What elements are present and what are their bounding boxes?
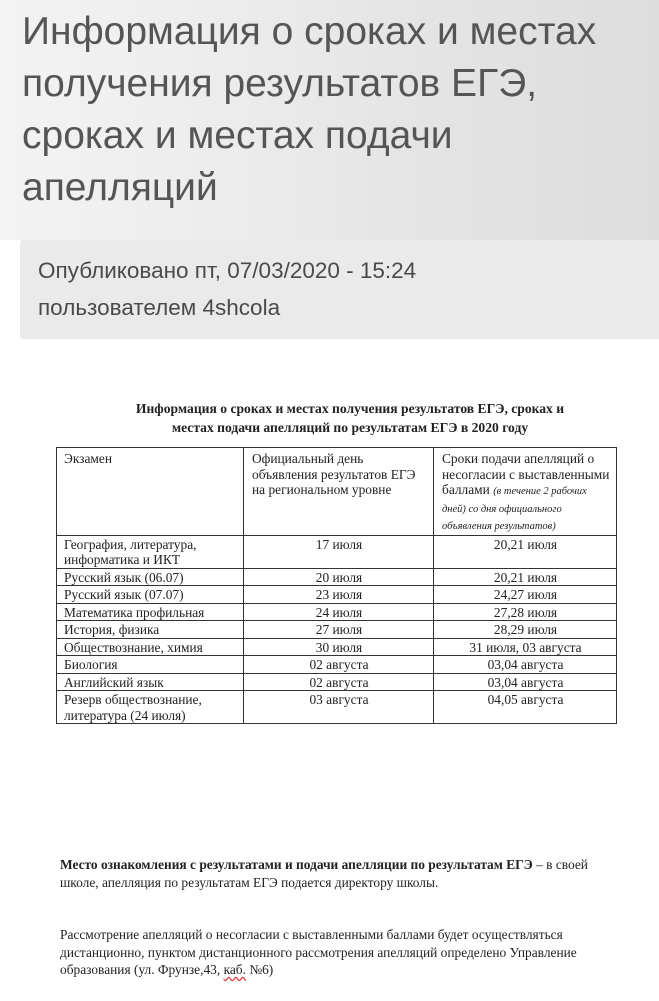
row-official-day: 23 июля bbox=[244, 586, 434, 604]
table-row bbox=[57, 568, 617, 586]
table-row bbox=[57, 621, 617, 639]
row-exam: Русский язык (06.07) bbox=[57, 568, 244, 586]
document-title-line-1: Информация о сроках и местах получения результатов ЕГЭ, сроках и bbox=[135, 401, 565, 416]
row-appeal-deadline: 31 июля, 03 августа bbox=[434, 638, 617, 656]
row-exam: Резерв обществознание, литература (24 июля) bbox=[57, 691, 244, 724]
row-exam: Биология bbox=[57, 656, 244, 674]
published-date: Опубликовано пт, 07/03/2020 - 15:24 bbox=[38, 258, 417, 283]
row-official-day: 02 августа bbox=[244, 673, 434, 691]
info-paragraph-place bbox=[60, 856, 628, 891]
review-end: №6) bbox=[245, 962, 274, 977]
table-row bbox=[57, 535, 617, 568]
table-row bbox=[57, 586, 617, 604]
row-appeal-deadline: 03,04 августа bbox=[434, 656, 617, 674]
row-official-day: 24 июля bbox=[244, 603, 434, 621]
row-official-day: 17 июля bbox=[244, 535, 434, 568]
table-row bbox=[57, 673, 617, 691]
place-rest-text: – в своей школе, апелляция по результатам ЕГЭ подается директору школы. bbox=[60, 857, 588, 890]
row-exam: Математика профильная bbox=[57, 603, 244, 621]
place-bold-text: Место ознакомления с результатами и подачи апелляции по результатам ЕГЭ bbox=[60, 857, 533, 872]
header-official-day: Официальный день объявления результатов ЕГЭ на региональном уровне bbox=[244, 448, 434, 536]
page-title: Информация о сроках и местах получения результатов ЕГЭ, сроках и местах подачи апелляций bbox=[22, 10, 597, 209]
info-paragraph-review bbox=[60, 926, 628, 979]
table-row bbox=[57, 656, 617, 674]
submitted-info bbox=[20, 240, 659, 339]
row-exam: Обществознание, химия bbox=[57, 638, 244, 656]
row-official-day: 03 августа bbox=[244, 691, 434, 724]
row-official-day: 30 июля bbox=[244, 638, 434, 656]
header-appeal-text: Сроки подачи апелляций о несогласии с выставленными баллами bbox=[442, 451, 610, 497]
row-exam: История, физика bbox=[57, 621, 244, 639]
row-appeal-deadline: 04,05 августа bbox=[434, 691, 617, 724]
row-appeal-deadline: 27,28 июля bbox=[434, 603, 617, 621]
row-appeal-deadline: 24,27 июля bbox=[434, 586, 617, 604]
row-official-day: 27 июля bbox=[244, 621, 434, 639]
review-text: Рассмотрение апелляций о несогласии с выставленными баллами будет осуществляться дистанционно, пунктом дистанционного рассмотрения апелляций определено Управление образования (ул. Фрунзе,43, bbox=[60, 927, 577, 977]
table-header-row bbox=[57, 448, 617, 536]
row-official-day: 02 августа bbox=[244, 656, 434, 674]
table-row bbox=[57, 638, 617, 656]
row-exam: Русский язык (07.07) bbox=[57, 586, 244, 604]
document-title-line-2: местах подачи апелляций по результатам ЕГЭ в 2020 году bbox=[171, 420, 529, 435]
row-official-day: 20 июля bbox=[244, 568, 434, 586]
header-appeal-note: (в течение 2 рабочих дней) со дня официального объявления результатов) bbox=[442, 486, 587, 532]
header-appeal-deadline bbox=[434, 448, 617, 536]
header-exam: Экзамен bbox=[57, 448, 244, 536]
row-appeal-deadline: 20,21 июля bbox=[434, 535, 617, 568]
row-appeal-deadline: 28,29 июля bbox=[434, 621, 617, 639]
document-title bbox=[50, 399, 650, 437]
page-header bbox=[0, 0, 659, 240]
submitted-text bbox=[38, 252, 638, 326]
author-line: пользователем 4shcola bbox=[38, 295, 281, 320]
row-appeal-deadline: 03,04 августа bbox=[434, 673, 617, 691]
row-appeal-deadline: 20,21 июля bbox=[434, 568, 617, 586]
table-row bbox=[57, 603, 617, 621]
table-row bbox=[57, 691, 617, 724]
row-exam: Английский язык bbox=[57, 673, 244, 691]
document-image bbox=[0, 350, 659, 1001]
row-exam: География, литература, информатика и ИКТ bbox=[57, 535, 244, 568]
review-room: каб. bbox=[223, 962, 246, 977]
results-table bbox=[56, 447, 617, 724]
